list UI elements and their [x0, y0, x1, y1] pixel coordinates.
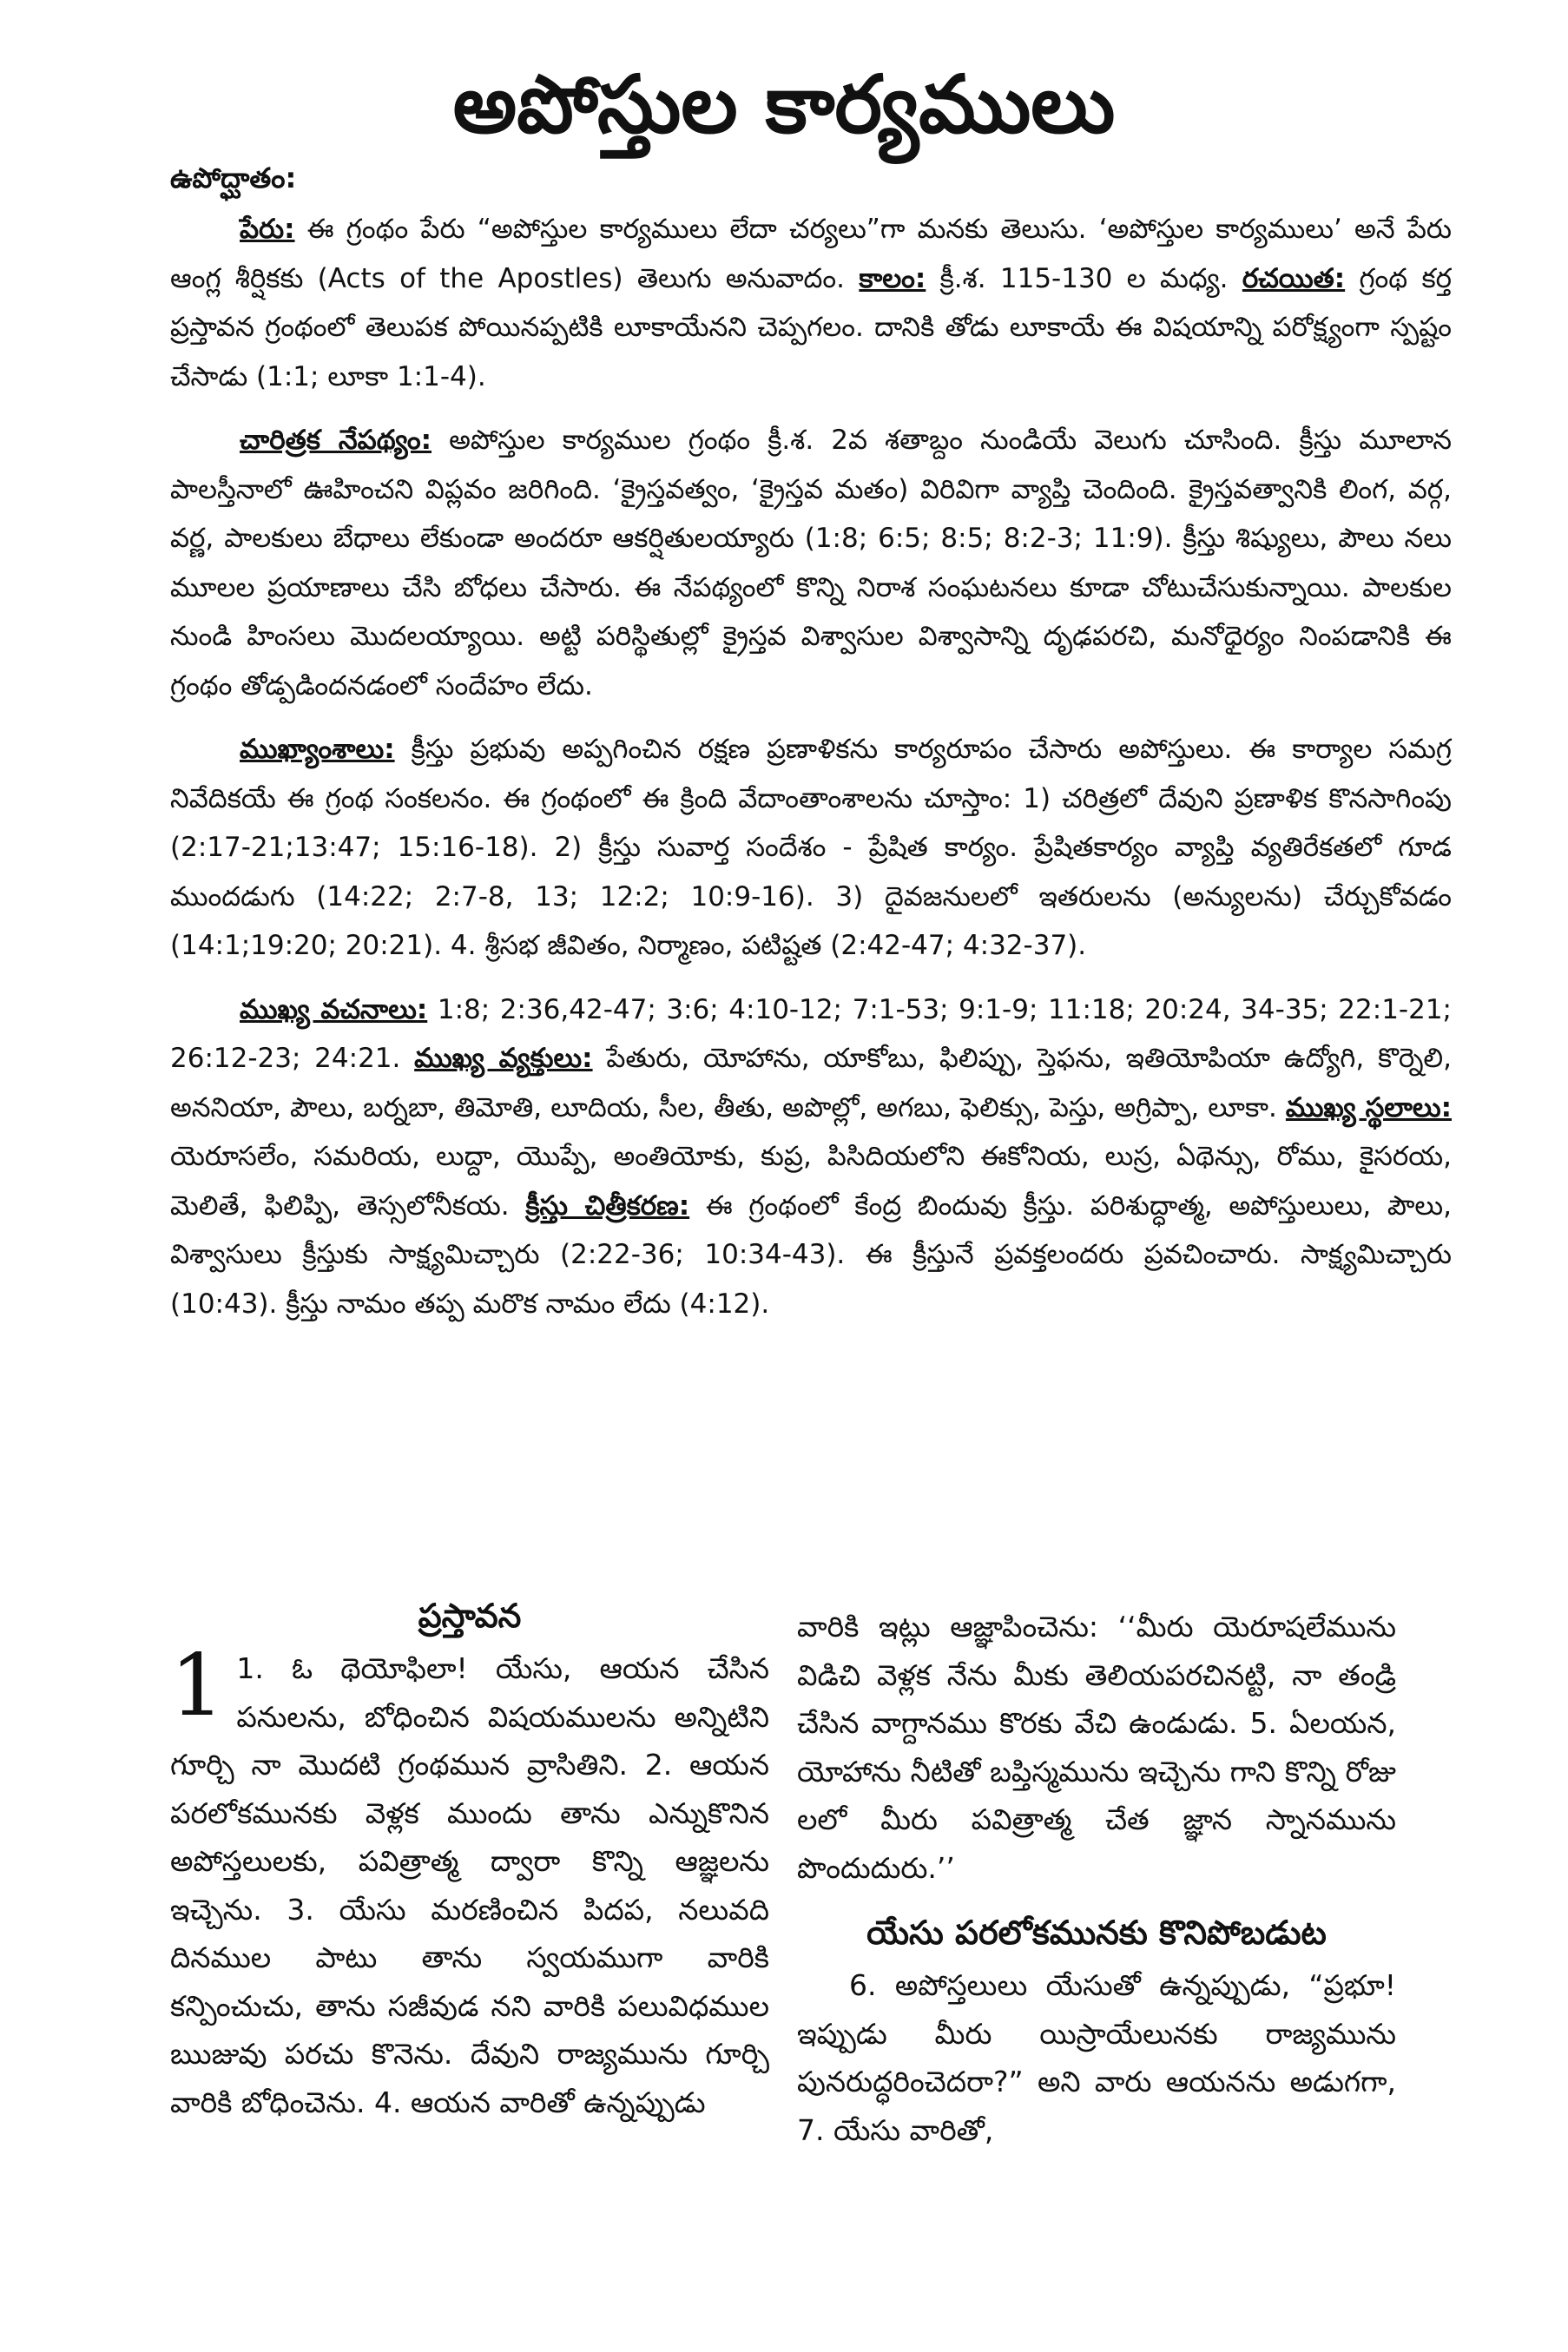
- persons-label: ముఖ్య వ్యక్తులు:: [414, 1043, 593, 1074]
- key-facts-paragraph: [170, 985, 1452, 1329]
- persons-text: పేతురు, యోహాను, యాకోబు, ఫిలిప్పు, స్తెఫను, ఇతియోపియా ఉద్యోగి, కొర్నెలి, అననియా, పౌలు, బర్నబా, తిమోతి, లూదియ, సీల, తీతు, అపొల్లో, అగబు, ఫెలిక్సు, పెస్తు, అగ్రిప్పా, లూకా.: [170, 1043, 1453, 1123]
- left-column: [170, 1591, 769, 2126]
- historical-background-paragraph: [170, 416, 1452, 710]
- date-label: కాలం:: [859, 262, 926, 294]
- author-label: రచయిత:: [1242, 262, 1346, 294]
- name-date-author-paragraph: [170, 205, 1452, 401]
- chapter-number: 1: [170, 1637, 225, 1736]
- christ-label: క్రీస్తు చిత్రీకరణ:: [525, 1189, 690, 1222]
- verses-4-5-text: వారికి ఇట్లు ఆజ్ఞాపించెను: ‘‘మీరు యెరూషలేమును విడిచి వెళ్లక నేను మీకు తెలియపరచినట్టి, నా తండ్రి చేసిన వాగ్దానము కొరకు వేచి ఉండుడు. 5. ఏలయన, యోహాను నీటితో బప్తిస్మమును ఇచ్చెను గాని కొన్ని రోజు లలో మీరు పవిత్రాత్మ చేత జ్ఞాన స్నానమును పొందుదురు.’’: [797, 1610, 1396, 1885]
- introduction-heading: ఉపోద్ఘాతం:: [170, 161, 297, 194]
- background-label: చారిత్రక నేపథ్యం:: [240, 425, 432, 456]
- verses-label: ముఖ్య వచనాలు:: [240, 993, 428, 1025]
- verses-text: 1:8; 2:36,42-47; 3:6; 4:10-12; 7:1-53; 9:1-9; 11:18; 20:24, 34-35; 22:1-21; 26:12-23; 24:21.: [170, 993, 1452, 1074]
- prologue-heading: ప్రస్తావన: [418, 1597, 522, 1635]
- name-text: ఈ గ్రంథం పేరు “అపోస్తుల కార్యములు లేదా చర్యలు”గా మనకు తెలుసు. ‘అపోస్తుల కార్యములు’ అనే పేరు ఆంగ్ల శీర్షికకు (Acts of the Apostles) తెలుగు అనువాదం.: [170, 214, 1452, 294]
- author-text: గ్రంథ కర్త ప్రస్తావన గ్రంథంలో తెలుపక పోయినప్పటికి లూకాయేనని చెప్పగలం. దానికి తోడు లూకాయే ఈ విషయాన్ని పరోక్ష్యంగా స్పష్టం చేసాడు (1:1; లూకా 1:1-4).: [170, 262, 1453, 392]
- right-column: [797, 1603, 1396, 2154]
- name-label: పేరు:: [240, 214, 295, 245]
- book-title: అపోస్తుల కార్యములు: [452, 58, 1116, 151]
- verses-6-7-text: 6. అపోస్తలులు యేసుతో ఉన్నప్పుడు, “ప్రభూ! ఇప్పుడు మీరు యిస్రాయేలునకు రాజ్యమును పునరుద్ధరించెదరా?” అని వారు ఆయనను అడుగగా, 7. యేసు వారితో,: [797, 1968, 1396, 2147]
- christ-text: ఈ గ్రంథంలో కేంద్ర బిందువు క్రీస్తు. పరిశుద్ధాత్మ, అపోస్తులులు, పౌలు, విశ్వాసులు క్రీస్తుకు సాక్ష్యమిచ్చారు (2:22-36; 10:34-43). ఈ క్రీస్తునే ప్రవక్తలందరు ప్రవచించారు. సాక్ష్యమిచ్చారు (10:43). క్రీస్తు నామం తప్ప మరొక నామం లేదు (4:12).: [170, 1189, 1452, 1320]
- themes-text: క్రీస్తు ప్రభువు అప్పగించిన రక్షణ ప్రణాళికను కార్యరూపం చేసారు అపోస్తులు. ఈ కార్యాల సమగ్ర నివేదికయే ఈ గ్రంథ సంకలనం. ఈ గ్రంథంలో ఈ క్రింది వేదాంతాంశాలను చూస్తాం: 1) చరిత్రలో దేవుని ప్రణాళిక కొనసాగింపు (2:17-21;13:47; 15:16-18). 2) క్రీస్తు సువార్త సందేశం - ప్రేషిత కార్యం. ప్రేషితకార్యం వ్యాప్తి వ్యతిరేకతలో గూడ ముందడుగు (14:22; 2:7-8, 13; 12:2; 10:9-16). 3) దైవజనులలో ఇతరులను (అన్యులను) చేర్చుకోవడం (14:1;19:20; 20:21). 4. శ్రీసభ జీవితం, నిర్మాణం, పటిష్టత (2:42-47; 4:32-37).: [170, 734, 1452, 961]
- themes-label: ముఖ్యాంశాలు:: [240, 734, 395, 765]
- background-text: అపోస్తుల కార్యముల గ్రంథం క్రీ.శ. 2వ శతాబ్దం నుండియే వెలుగు చూసింది. క్రీస్తు మూలాన పాలస్తీనాలో ఊహించని విప్లవం జరిగింది. ‘క్రైస్తవత్వం, ‘క్రైస్తవ మతం) విరివిగా వ్యాప్తి చెందింది. క్రైస్తవత్వానికి లింగ, వర్గ, వర్ణ, పాలకులు బేధాలు లేకుండా అందరూ ఆకర్షితులయ్యారు (1:8; 6:5; 8:5; 8:2-3; 11:9). క్రీస్తు శిష్యులు, పౌలు నలు మూలల ప్రయాణాలు చేసి బోధలు చేసారు. ఈ నేపథ్యంలో కొన్ని నిరాశ సంఘటనలు కూడా చోటుచేసుకున్నాయి. పాలకుల నుండి హింసలు మొదలయ్యాయి. అట్టి పరిస్థితుల్లో క్రైస్తవ విశ్వాసుల విశ్వాసాన్ని దృఢపరచి, మనోధైర్యం నింపడానికి ఈ గ్రంథం తోడ్పడిందనడంలో సందేహం లేదు.: [170, 425, 1452, 702]
- places-text: యెరూసలేం, సమరియ, లుద్దా, యొప్పే, అంతియోకు, కుప్ర, పిసిదియలోని ఈకోనియ, లుస్ర, ఏథెన్సు, రోము, కైసరయ, మెలితే, ఫిలిప్పి, తెస్సలోనీకయ.: [170, 1141, 1452, 1222]
- scripture-columns: [170, 1591, 1452, 2337]
- key-themes-paragraph: [170, 725, 1452, 971]
- verses-1-4-text: 1. ఓ థెయోఫిలా! యేసు, ఆయన చేసిన పనులను, బోధించిన విషయములను అన్నిటిని గూర్చి నా మొదటి గ్రంథమున వ్రాసితిని. 2. ఆయన పరలోకమునకు వెళ్లక ముందు తాను ఎన్నుకొనిన అపోస్తలులకు, పవిత్రాత్మ ద్వారా కొన్ని ఆజ్ఞలను ఇచ్చెను. 3. యేసు మరణించిన పిదప, నలువది దినముల పాటు తాను స్వయముగా వారికి కన్పించుచు, తాను సజీవుడ నని వారికి పలువిధముల ఋజువు పరచు కొనెను. దేవుని రాజ్యమును గూర్చి వారికి బోధించెను. 4. ఆయన వారితో ఉన్నప్పుడు: [170, 1651, 769, 2119]
- date-text: క్రీ.శ. 115-130 ల మధ్య.: [926, 262, 1242, 294]
- chapter-1-text: [170, 1637, 769, 2126]
- introduction: [170, 156, 1452, 1343]
- ascension-heading: యేసు పరలోకమునకు కొనిపోబడుట: [866, 1914, 1327, 1952]
- places-label: ముఖ్య స్థలాలు:: [1285, 1091, 1452, 1123]
